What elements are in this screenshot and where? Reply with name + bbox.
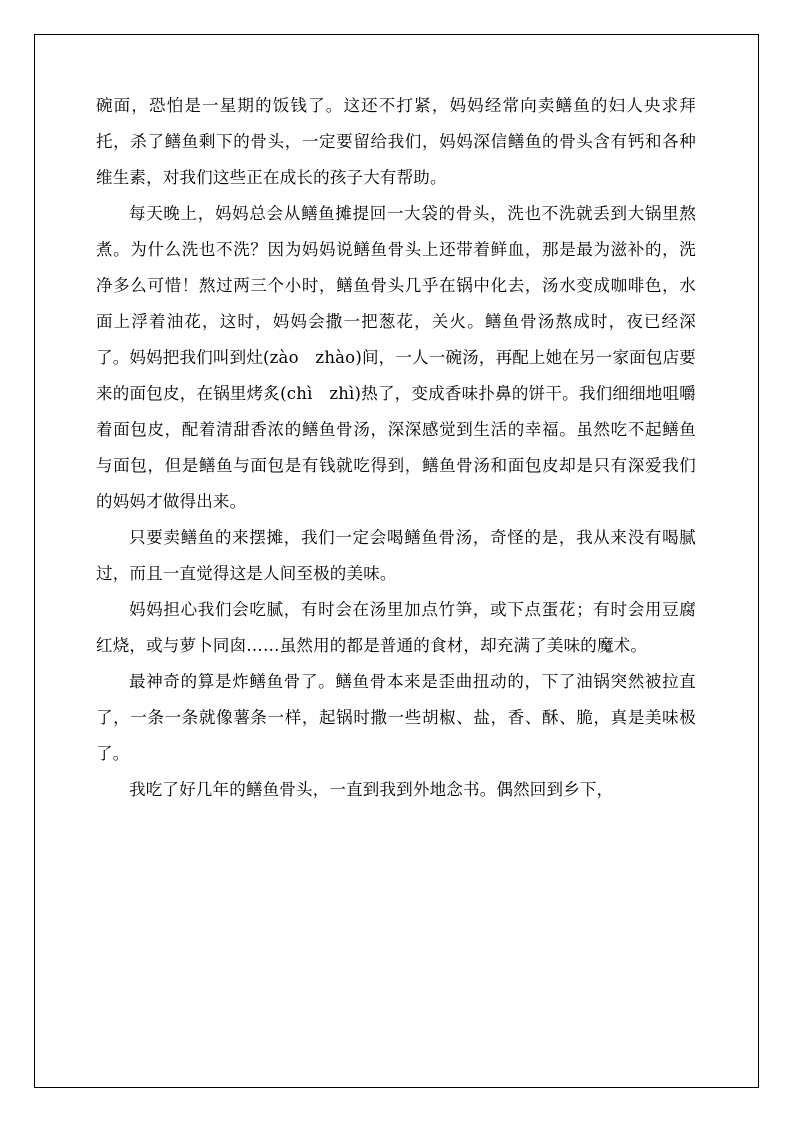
- paragraph: 最神奇的算是炸鳝鱼骨了。鳝鱼骨本来是歪曲扭动的，下了油锅突然被拉直了，一条一条就像薯条一样，起锅时撒一些胡椒、盐，香、酥、脆，真是美味极了。: [96, 672, 696, 763]
- paragraph: 只要卖鳝鱼的来摆摊，我们一定会喝鳝鱼骨汤，奇怪的是，我从来没有喝腻过，而且一直觉得这是人间至极的美味。: [96, 528, 696, 583]
- paragraph: 碗面，恐怕是一星期的饭钱了。这还不打紧，妈妈经常向卖鳝鱼的妇人央求拜托，杀了鳝鱼剩下的骨头，一定要留给我们，妈妈深信鳝鱼的骨头含有钙和各种维生素，对我们这些正在成长的孩子大有帮助。: [96, 96, 696, 187]
- paragraph: 我吃了好几年的鳝鱼骨头，一直到我到外地念书。偶然回到乡下，: [129, 780, 614, 799]
- paragraph: 妈妈担心我们会吃腻，有时会在汤里加点竹笋，或下点蛋花；有时会用豆腐红烧，或与萝卜同囱……虽然用的都是普通的食材，却充满了美味的魔术。: [96, 600, 696, 655]
- document-body: [96, 88, 696, 808]
- paragraph: 每天晚上，妈妈总会从鳝鱼摊提回一大袋的骨头，洗也不洗就丢到大锅里熬煮。为什么洗也不洗？因为妈妈说鳝鱼骨头上还带着鲜血，那是最为滋补的，洗净多么可惜！熬过两三个小时，鳝鱼骨头几乎在锅中化去，汤水变成咖啡色，水面上浮着油花，这时，妈妈会撒一把葱花，关火。鳝鱼骨汤熬成时，夜已经深了。妈妈把我们叫到灶(zào zhào)间，一人一碗汤，再配上她在另一家面包店要来的面包皮，在锅里烤炙(chì zhì)热了，变成香味扑鼻的饼干。我们细细地咀嚼着面包皮，配着清甜香浓的鳝鱼骨汤，深深感觉到生活的幸福。虽然吃不起鳝鱼与面包，但是鳝鱼与面包是有钱就吃得到，鳝鱼骨汤和面包皮却是只有深爱我们的妈妈才做得出来。: [96, 204, 696, 511]
